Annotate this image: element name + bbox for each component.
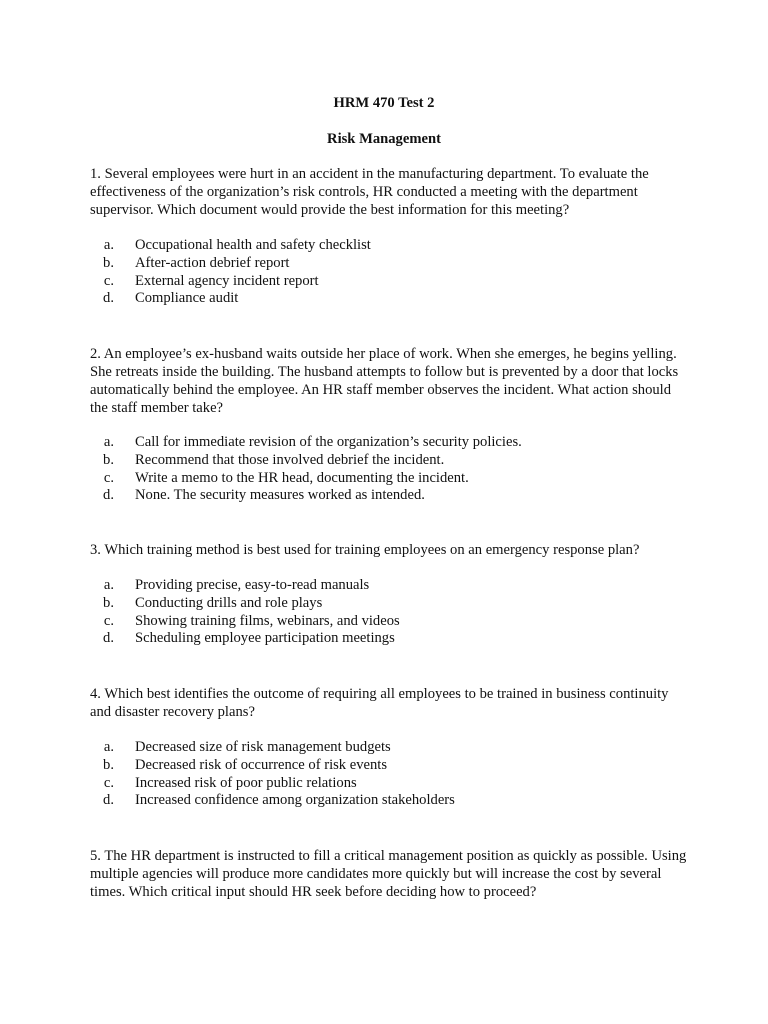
question-2-text: 2. An employee’s ex-husband waits outside her place of work. When she emerges, he begins yelling. She retreats inside the building. The husband attempts to follow but is prevented by a door that locks automatically behind the employee. An HR staff member observes the incident. What action should the staff member take? [90,346,679,416]
option-text: External agency incident report [135,272,319,289]
option-letter: d. [103,792,114,809]
option-item [90,792,455,810]
option-item [90,739,455,757]
option-item [90,290,371,308]
option-letter: d. [103,290,114,307]
option-letter: a. [103,237,114,253]
option-item [90,273,371,291]
question-5-text: 5. The HR department is instructed to fill a critical management position as quickly as possible. Using multiple agencies will produce more candidates more quickly but will increase the cost by several times. Which critical input should HR seek before deciding how to proceed? [90,848,687,900]
option-item [90,470,522,488]
option-text: Showing training films, webinars, and videos [135,612,400,629]
option-letter: b. [103,254,114,271]
option-text: Scheduling employee participation meetings [135,630,395,647]
question-3-text: 3. Which training method is best used for training employees on an emergency response plan? [90,542,640,558]
option-letter: a. [103,577,114,593]
option-letter: c. [103,774,114,791]
question-2-options [90,434,522,505]
option-text: Compliance audit [135,290,239,307]
option-item [90,757,455,775]
option-item [90,595,400,613]
option-item [90,775,455,793]
document-title: HRM 470 Test 2 [333,95,435,111]
option-item [90,255,371,273]
option-text: Occupational health and safety checklist [135,237,371,253]
option-text: Providing precise, easy-to-read manuals [135,577,370,593]
option-text: Conducting drills and role plays [135,594,323,611]
option-letter: b. [103,451,114,468]
option-letter: d. [103,487,114,504]
option-item [90,613,400,631]
option-letter: a. [103,739,114,755]
option-letter: c. [103,469,114,486]
option-text: After-action debrief report [135,254,290,271]
option-text: Recommend that those involved debrief the incident. [135,451,445,468]
option-text: Increased risk of poor public relations [135,774,357,791]
option-item [90,452,522,470]
option-text: Increased confidence among organization stakeholders [135,792,455,809]
option-item [90,630,400,648]
option-text: Write a memo to the HR head, documenting the incident. [135,469,469,486]
option-letter: a. [103,434,114,450]
option-text: Call for immediate revision of the organization’s security policies. [135,434,522,450]
question-1-options [90,237,371,308]
option-letter: b. [103,756,114,773]
document-subtitle: Risk Management [327,131,441,147]
option-letter: b. [103,594,114,611]
option-letter: d. [103,630,114,647]
option-item [90,237,371,255]
option-item [90,577,400,595]
option-text: Decreased risk of occurrence of risk events [135,756,388,773]
question-4-text: 4. Which best identifies the outcome of requiring all employees to be trained in business continuity and disaster recovery plans? [90,686,669,720]
option-letter: c. [103,272,114,289]
question-1-text: 1. Several employees were hurt in an accident in the manufacturing department. To evaluate the effectiveness of the organization’s risk controls, HR conducted a meeting with the department supervisor. Which document would provide the best information for this meeting? [90,166,649,218]
option-item [90,487,522,505]
option-text: None. The security measures worked as intended. [135,487,425,504]
option-letter: c. [103,612,114,629]
question-4-options [90,739,455,810]
option-text: Decreased size of risk management budgets [135,739,391,755]
question-3-options [90,577,400,648]
option-item [90,434,522,452]
